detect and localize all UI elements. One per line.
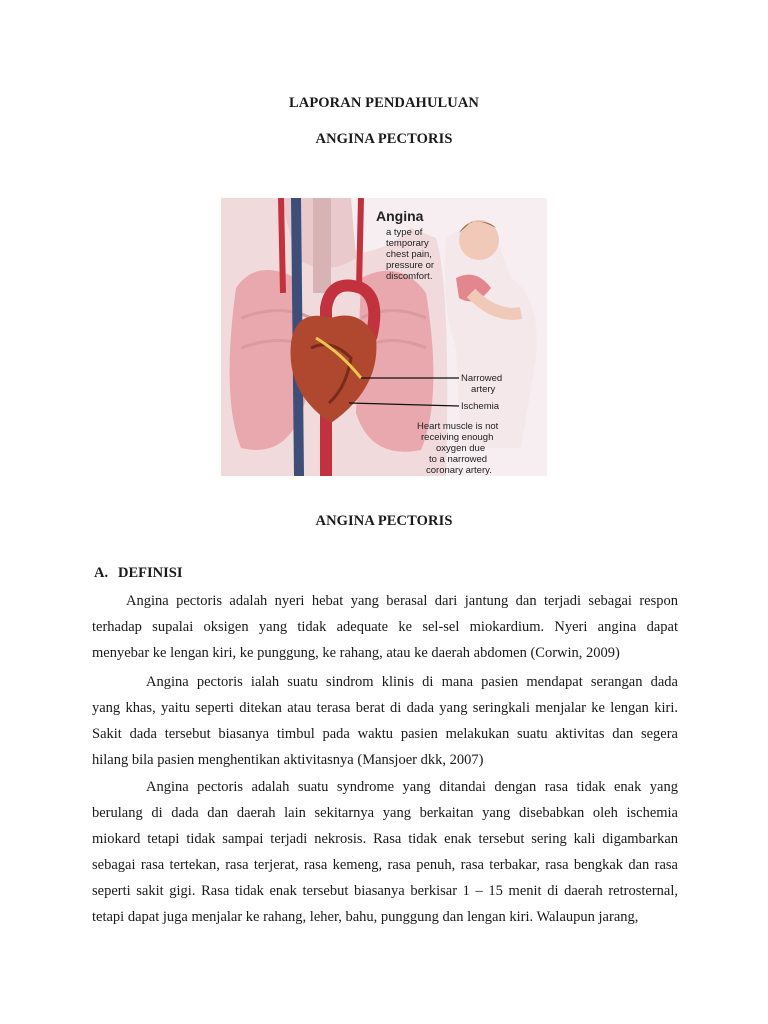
- paragraph-line: Angina pectoris ialah suatu sindrom klinis di mana pasien mendapat serangan dada: [146, 674, 678, 690]
- section-heading-text: DEFINISI: [118, 565, 183, 581]
- paragraph-line: Angina pectoris adalah suatu syndrome yang ditandai dengan rasa tidak enak yang: [146, 779, 678, 795]
- paragraph-1: [92, 588, 678, 666]
- figure-caption-line-5: discomfort.: [386, 271, 433, 282]
- section-heading-definisi: [94, 565, 182, 582]
- label-heart-4: to a narrowed: [429, 454, 488, 465]
- label-narrowed-1: Narrowed: [461, 373, 503, 384]
- label-ischemia: Ischemia: [461, 401, 500, 412]
- label-narrowed-2: artery: [471, 384, 496, 395]
- paragraph-line: menyebar ke lengan kiri, ke punggung, ke rahang, atau ke daerah abdomen (Corwin, 2009): [92, 645, 620, 661]
- trachea: [313, 198, 331, 293]
- man-body: [445, 228, 537, 448]
- paragraph-line: berulang di dada dan daerah lain sekitarnya yang berkaitan yang disebabkan oleh ischemia: [92, 805, 678, 821]
- paragraph-line: seperti sakit gigi. Rasa tidak enak tersebut biasanya berkisar 1 – 15 menit di daerah retrosternal,: [92, 883, 678, 899]
- paragraph-2: [92, 669, 678, 773]
- figure-caption-line-1: a type of: [386, 227, 423, 238]
- label-heart-5: coronary artery.: [426, 465, 492, 476]
- paragraph-line: terhadap supalai oksigen yang tidak adequate ke sel-sel miokardium. Nyeri angina dapat: [92, 619, 678, 635]
- figure-caption-line-2: temporary: [386, 238, 429, 249]
- paragraph-3: [92, 774, 678, 930]
- angina-illustration-svg: [221, 198, 547, 476]
- figure-caption-line-3: chest pain,: [386, 249, 432, 260]
- paragraph-line: yang khas, yaitu seperti ditekan atau terasa berat di dada yang seringkali menjalar ke lengan kiri.: [92, 700, 678, 716]
- figure-caption-line-4: pressure or: [386, 260, 435, 271]
- section-title: ANGINA PECTORIS: [315, 513, 453, 529]
- angina-illustration: [221, 198, 547, 476]
- paragraph-line: Angina pectoris adalah nyeri hebat yang berasal dari jantung dan terjadi sebagai respon: [126, 593, 678, 609]
- paragraph-line: sebagai rasa tertekan, rasa terjerat, rasa kemeng, rasa penuh, rasa terbakar, rasa bengkak dan rasa: [92, 857, 678, 873]
- report-title: LAPORAN PENDAHULUAN: [289, 95, 479, 111]
- label-heart-3: oxygen due: [436, 443, 486, 454]
- paragraph-line: tetapi dapat juga menjalar ke rahang, leher, bahu, punggung dan lengan kiri. Walaupun jarang,: [92, 909, 639, 925]
- paragraph-line: Sakit dada tersebut biasanya timbul pada waktu pasien melakukan suatu aktivitas dan segera: [92, 726, 678, 742]
- report-subtitle: ANGINA PECTORIS: [315, 131, 453, 147]
- figure-heading: Angina: [376, 208, 424, 224]
- paragraph-line: hilang bila pasien menghentikan aktivitasnya (Mansjoer dkk, 2007): [92, 752, 484, 768]
- label-heart-1: Heart muscle is not: [417, 421, 499, 432]
- section-number: A.: [94, 565, 109, 581]
- artery-left: [281, 198, 283, 293]
- label-heart-2: receiving enough: [421, 432, 494, 443]
- paragraph-line: miokard tetapi tidak sampai terjadi nekrosis. Rasa tidak enak tersebut sering kali digambarkan: [92, 831, 678, 847]
- artery-right: [359, 198, 361, 288]
